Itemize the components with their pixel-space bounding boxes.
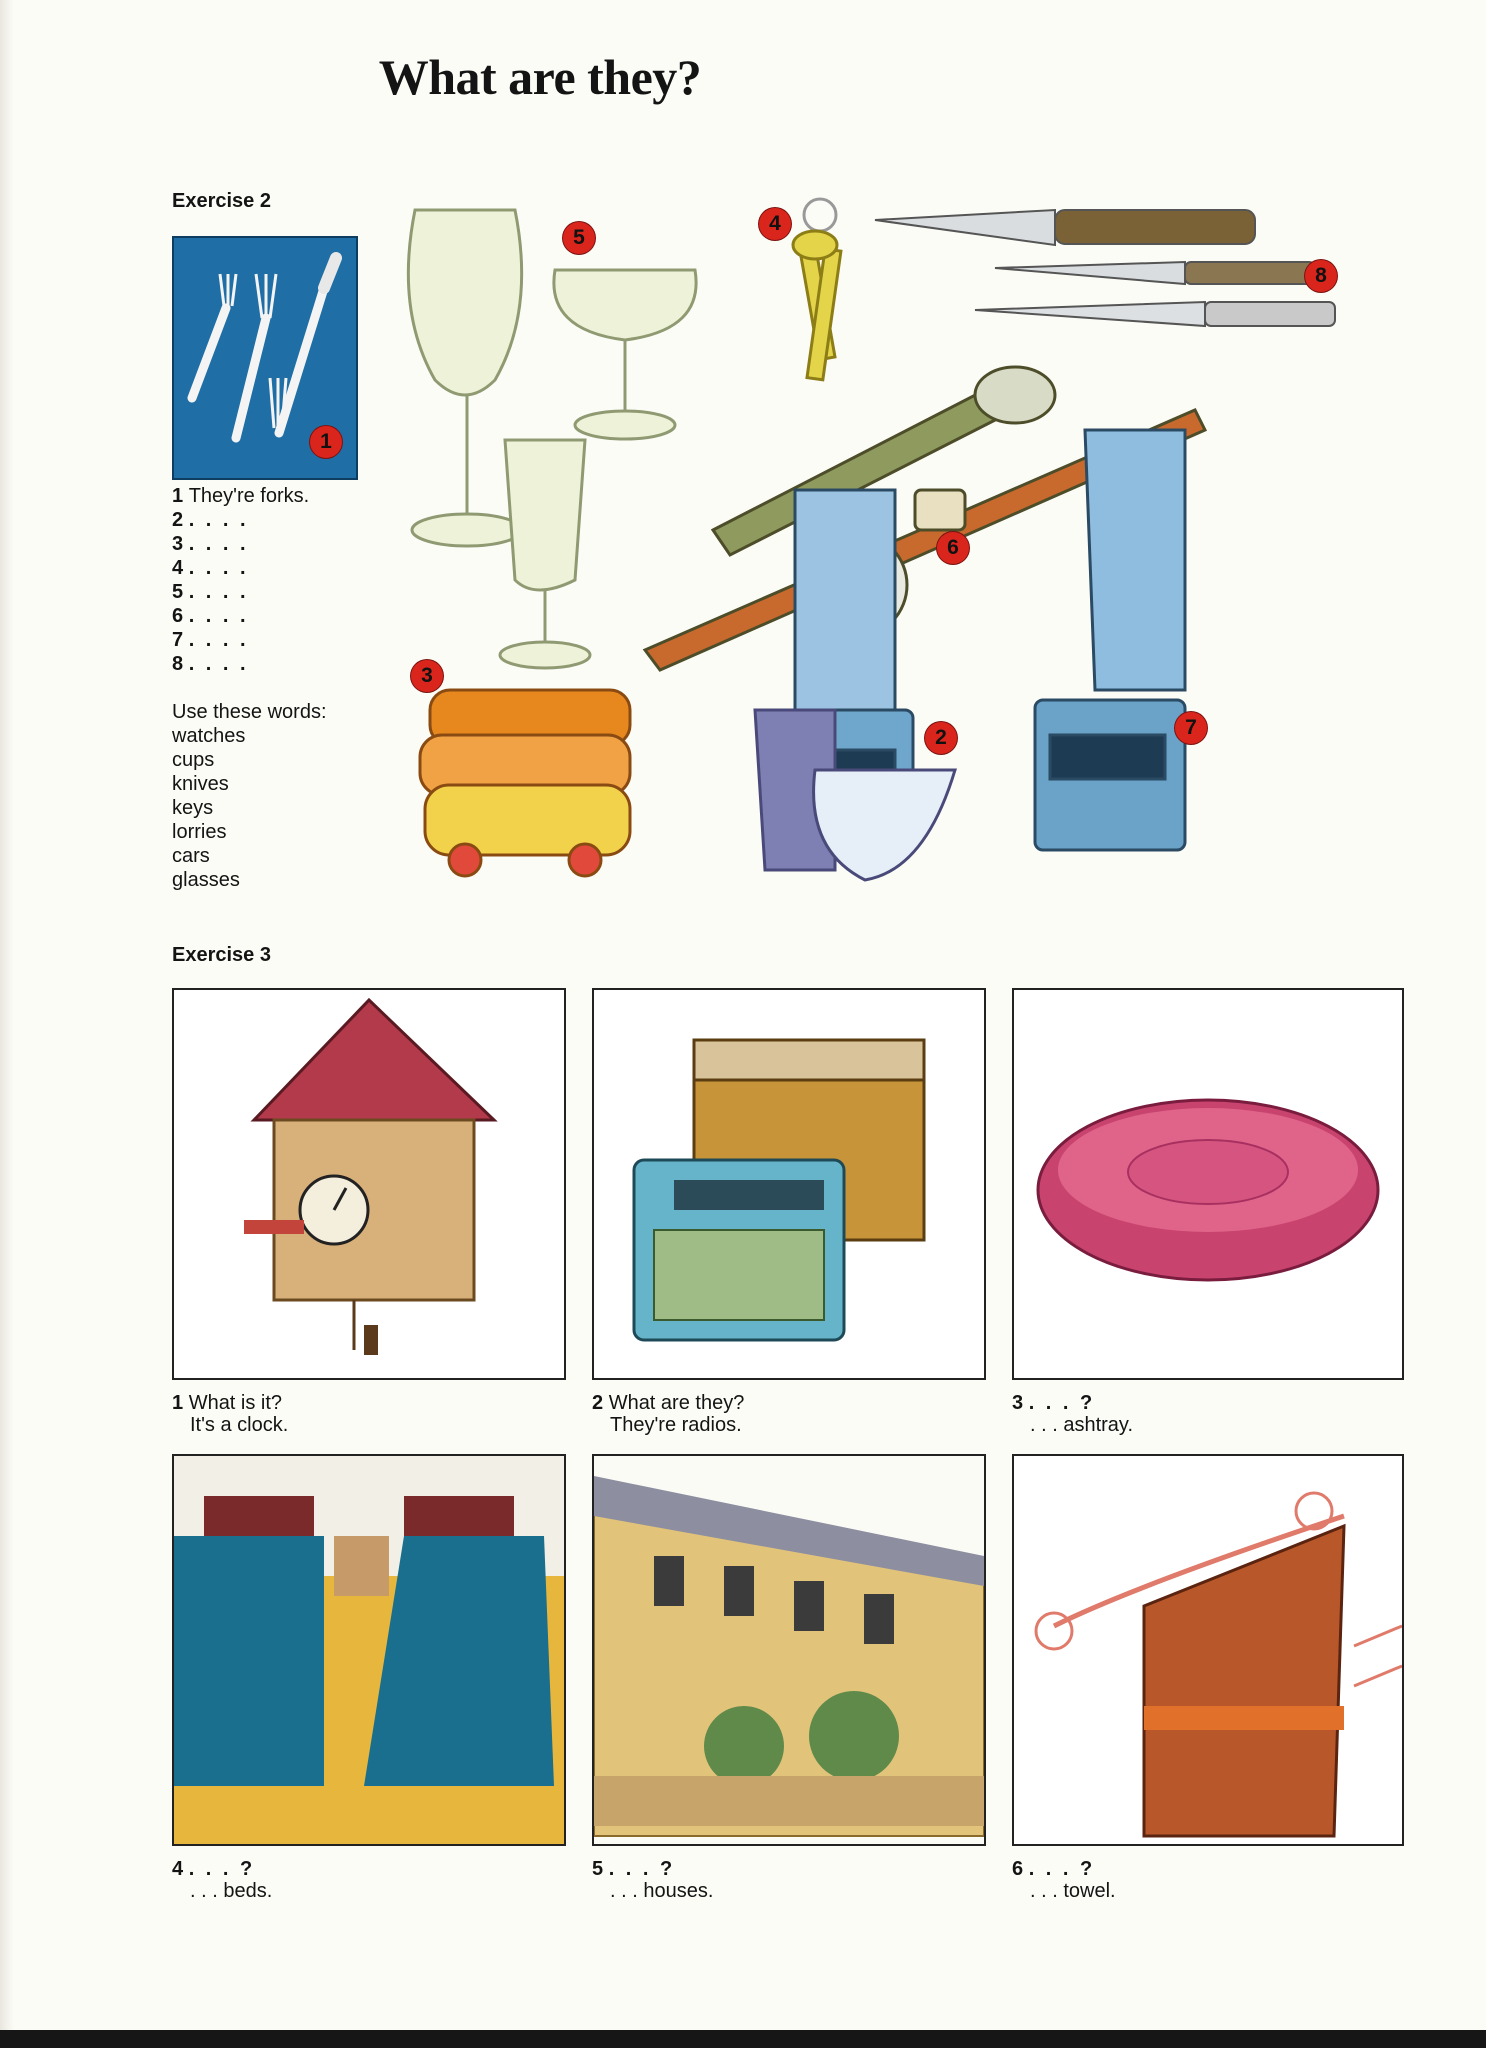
- exercise-2-answers: [172, 484, 309, 676]
- badge-7: 7: [1175, 712, 1207, 744]
- badge-3: 3: [411, 660, 443, 692]
- exercise-2-label: Exercise 2: [172, 190, 271, 212]
- word-item: keys: [172, 797, 214, 819]
- objects-illustration: [395, 190, 1405, 900]
- picture-beds: [172, 1454, 566, 1846]
- badge-1: 1: [310, 426, 342, 458]
- caption-1: 1 What is it? It's a clock.: [172, 1392, 289, 1436]
- keys-drawing: [793, 199, 841, 380]
- badge-5: 5: [563, 222, 595, 254]
- caption-4: 4 . . . ? . . . beds.: [172, 1858, 273, 1902]
- word-item: cups: [172, 749, 215, 771]
- caption-5: 5 . . . ? . . . houses.: [592, 1858, 714, 1902]
- word-item: watches: [172, 725, 246, 747]
- answer-row: 5 . . . .: [172, 581, 249, 603]
- caption-6: 6 . . . ? . . . towel.: [1012, 1858, 1116, 1902]
- answer-row: 4 . . . .: [172, 557, 249, 579]
- page-edge-shadow: [0, 0, 14, 2048]
- badge-6: 6: [937, 532, 969, 564]
- page-title: What are they?: [378, 49, 702, 105]
- badge-2: 2: [925, 722, 957, 754]
- exercise-3-label: Exercise 3: [172, 944, 271, 966]
- picture-radios: [592, 988, 986, 1380]
- bottom-border: [0, 2030, 1486, 2048]
- answer-row: 3 . . . .: [172, 533, 249, 555]
- answer-row: 6 . . . .: [172, 605, 249, 627]
- answer-row: 8 . . . .: [172, 653, 249, 675]
- picture-ashtray: [1012, 988, 1404, 1380]
- word-list-heading: Use these words:: [172, 701, 327, 723]
- cars-drawing: [420, 690, 630, 876]
- glasses-drawing: [408, 210, 696, 668]
- answer-row: 2 . . . .: [172, 509, 249, 531]
- answer-row: 1 They're forks.: [172, 485, 310, 507]
- picture-clock: [172, 988, 566, 1380]
- picture-towel: [1012, 1454, 1404, 1846]
- word-item: glasses: [172, 869, 240, 891]
- picture-houses: [592, 1454, 986, 1846]
- caption-2: 2 What are they? They're radios.: [592, 1392, 745, 1436]
- badge-4: 4: [759, 208, 791, 240]
- forks-picture: [172, 236, 358, 480]
- badge-8: 8: [1305, 260, 1337, 292]
- word-item: cars: [172, 845, 210, 867]
- word-list: [172, 700, 327, 892]
- word-item: lorries: [172, 821, 227, 843]
- word-item: knives: [172, 773, 229, 795]
- caption-3: 3 . . . ? . . . ashtray.: [1012, 1392, 1133, 1436]
- knives-drawing: [875, 210, 1335, 326]
- answer-row: 7 . . . .: [172, 629, 249, 651]
